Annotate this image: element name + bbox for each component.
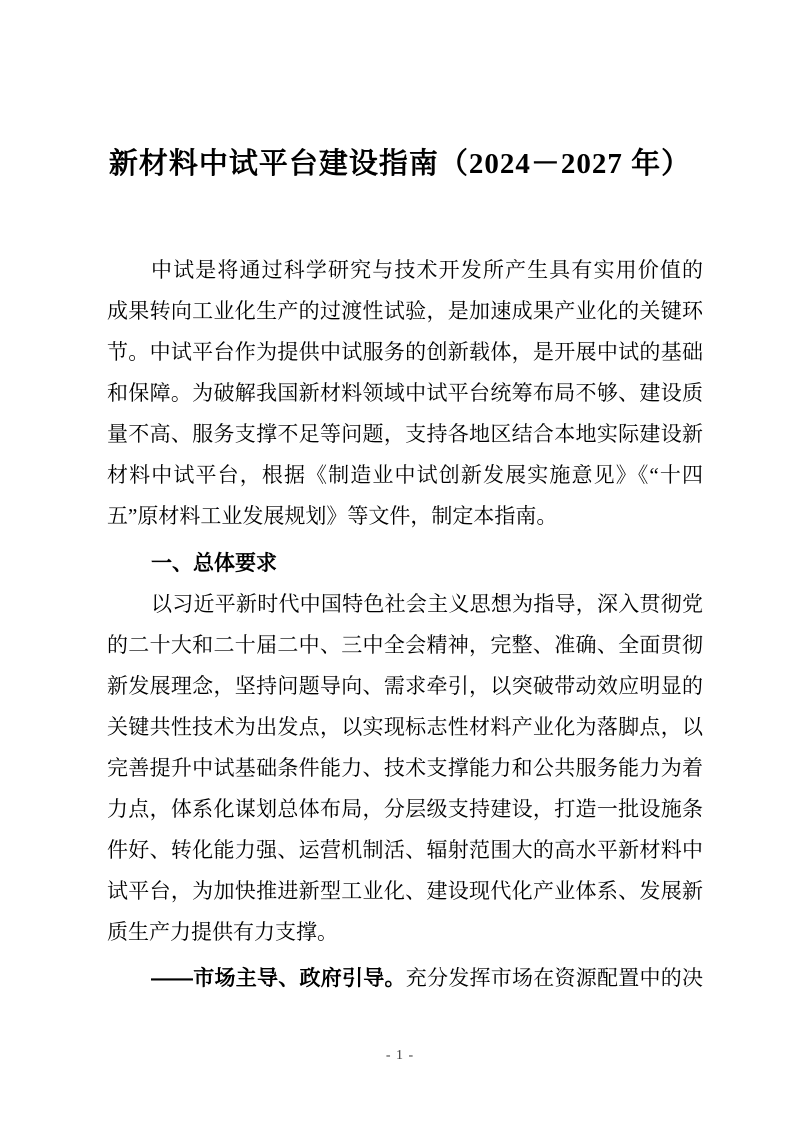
overall-requirements-paragraph	[107, 584, 703, 953]
text-line: 完善提升中试基础条件能力、技术支撑能力和公共服务能力为着	[107, 756, 703, 780]
document-body	[107, 250, 703, 999]
text-line: 新发展理念，坚持问题导向、需求牵引，以突破带动效应明显的	[107, 674, 703, 698]
page-number: - 1 -	[385, 1048, 415, 1063]
text-line: 成果转向工业化生产的过渡性试验，是加速成果产业化的关键环	[107, 299, 703, 323]
text-line: 五”原材料工业发展规划》等文件，制定本指南。	[107, 504, 558, 528]
text-line: 关键共性技术为出发点，以实现标志性材料产业化为落脚点，以	[107, 715, 703, 739]
text-line: 材料中试平台，根据《制造业中试创新发展实施意见》《“十四	[107, 463, 703, 487]
principle-text: 充分发挥市场在资源配置中的决	[405, 966, 703, 990]
intro-paragraph	[107, 250, 703, 537]
text-line: 质生产力提供有力支撑。	[107, 920, 338, 944]
text-line: 的二十大和二十届二中、三中全会精神，完整、准确、全面贯彻	[107, 633, 703, 657]
text-line: 和保障。为破解我国新材料领域中试平台统筹布局不够、建设质	[107, 381, 703, 405]
principle-paragraph	[107, 958, 703, 999]
document-title: 新材料中试平台建设指南（2024－2027 年）	[108, 148, 692, 180]
text-line: 以习近平新时代中国特色社会主义思想为指导，深入贯彻党	[151, 592, 703, 616]
text-line: 件好、转化能力强、运营机制活、辐射范围大的高水平新材料中	[107, 838, 703, 862]
section-heading-overall-requirements: 一、总体要求	[151, 552, 277, 575]
text-line: 量不高、服务支撑不足等问题，支持各地区结合本地实际建设新	[107, 422, 703, 446]
text-line: 中试是将通过科学研究与技术开发所产生具有实用价值的	[151, 258, 703, 282]
text-line: 试平台，为加快推进新型工业化、建设现代化产业体系、发展新	[107, 879, 703, 903]
text-line: 节。中试平台作为提供中试服务的创新载体，是开展中试的基础	[107, 340, 703, 364]
principle-lead-bold: ——市场主导、政府引导。	[151, 967, 406, 990]
text-line: 力点，体系化谋划总体布局，分层级支持建设，打造一批设施条	[107, 797, 703, 821]
